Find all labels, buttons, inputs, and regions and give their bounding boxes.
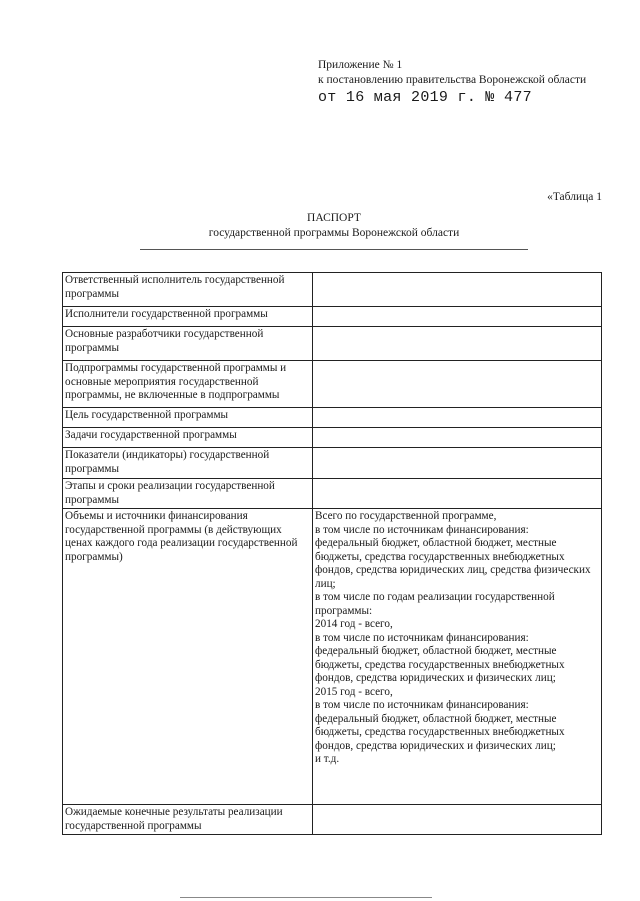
financing-line: федеральный бюджет, областной бюджет, местные бюджеты, средства государственных внебюджетных фондов, средства юридических и физических лиц; [315, 645, 565, 684]
table-row [63, 428, 602, 448]
financing-line: 2014 год - всего, [315, 618, 393, 630]
table-row [63, 448, 602, 479]
row-value [313, 428, 602, 448]
table-row [63, 327, 602, 361]
financing-line: в том числе по источникам финансирования: [315, 523, 529, 536]
table-row [63, 273, 602, 307]
row-value [313, 307, 602, 327]
row-value [313, 448, 602, 479]
row-label: Основные разработчики государственной программы [63, 327, 313, 361]
row-label: Показатели (индикаторы) государственной программы [63, 448, 313, 479]
table-row [63, 805, 602, 835]
appendix-header [318, 58, 586, 105]
row-value [313, 479, 602, 509]
row-label: Цель государственной программы [63, 408, 313, 428]
financing-line: в том числе по годам реализации государственной программы: [315, 591, 555, 617]
table-row [63, 307, 602, 327]
row-value [313, 327, 602, 361]
row-label: Подпрограммы государственной программы и основные мероприятия государственной программы, не включенные в подпрограммы [63, 361, 313, 408]
table-label: «Таблица 1 [547, 191, 602, 203]
financing-details [313, 509, 602, 805]
row-label: Исполнители государственной программы [63, 307, 313, 327]
row-value [313, 361, 602, 408]
table-row [63, 361, 602, 408]
row-value [313, 805, 602, 835]
document-subtitle: государственной программы Воронежской области [208, 227, 460, 239]
financing-line: и т.д. [315, 753, 340, 765]
row-value [313, 273, 602, 307]
appendix-number: Приложение № 1 [318, 59, 403, 71]
financing-line: федеральный бюджет, областной бюджет, местные бюджеты, средства государственных внебюджетных фондов, средства юридических и физических лиц; [315, 712, 565, 752]
table-row [63, 479, 602, 509]
financing-line: 2015 год - всего, [315, 685, 393, 698]
row-label: Задачи государственной программы [63, 428, 313, 448]
passport-table [62, 272, 602, 835]
row-value [313, 408, 602, 428]
table-row [63, 509, 602, 805]
appendix-reference: к постановлению правительства Воронежской области [318, 74, 587, 86]
heading-underline [140, 249, 528, 250]
table-row [63, 408, 602, 428]
row-label: Этапы и сроки реализации государственной программы [63, 479, 313, 509]
document-title: ПАСПОРТ [307, 212, 361, 224]
row-label: Ожидаемые конечные результаты реализации государственной программы [63, 805, 313, 835]
row-label: Ответственный исполнитель государственной программы [63, 273, 313, 307]
page-bottom-line [180, 897, 432, 898]
financing-line: в том числе по источникам финансирования: [315, 631, 529, 644]
financing-line: федеральный бюджет, областной бюджет, местные бюджеты, средства государственных внебюджетных фондов, средства юридических лиц, средства физических лиц; [315, 537, 591, 590]
financing-line: Всего по государственной программе, [315, 510, 497, 522]
financing-line: в том числе по источникам финансирования: [315, 699, 529, 711]
decree-date: от 16 мая 2019 г. № 477 [318, 89, 532, 106]
row-label: Объемы и источники финансирования государственной программы (в действующих ценах каждого года реализации государственной программы) [63, 509, 313, 805]
